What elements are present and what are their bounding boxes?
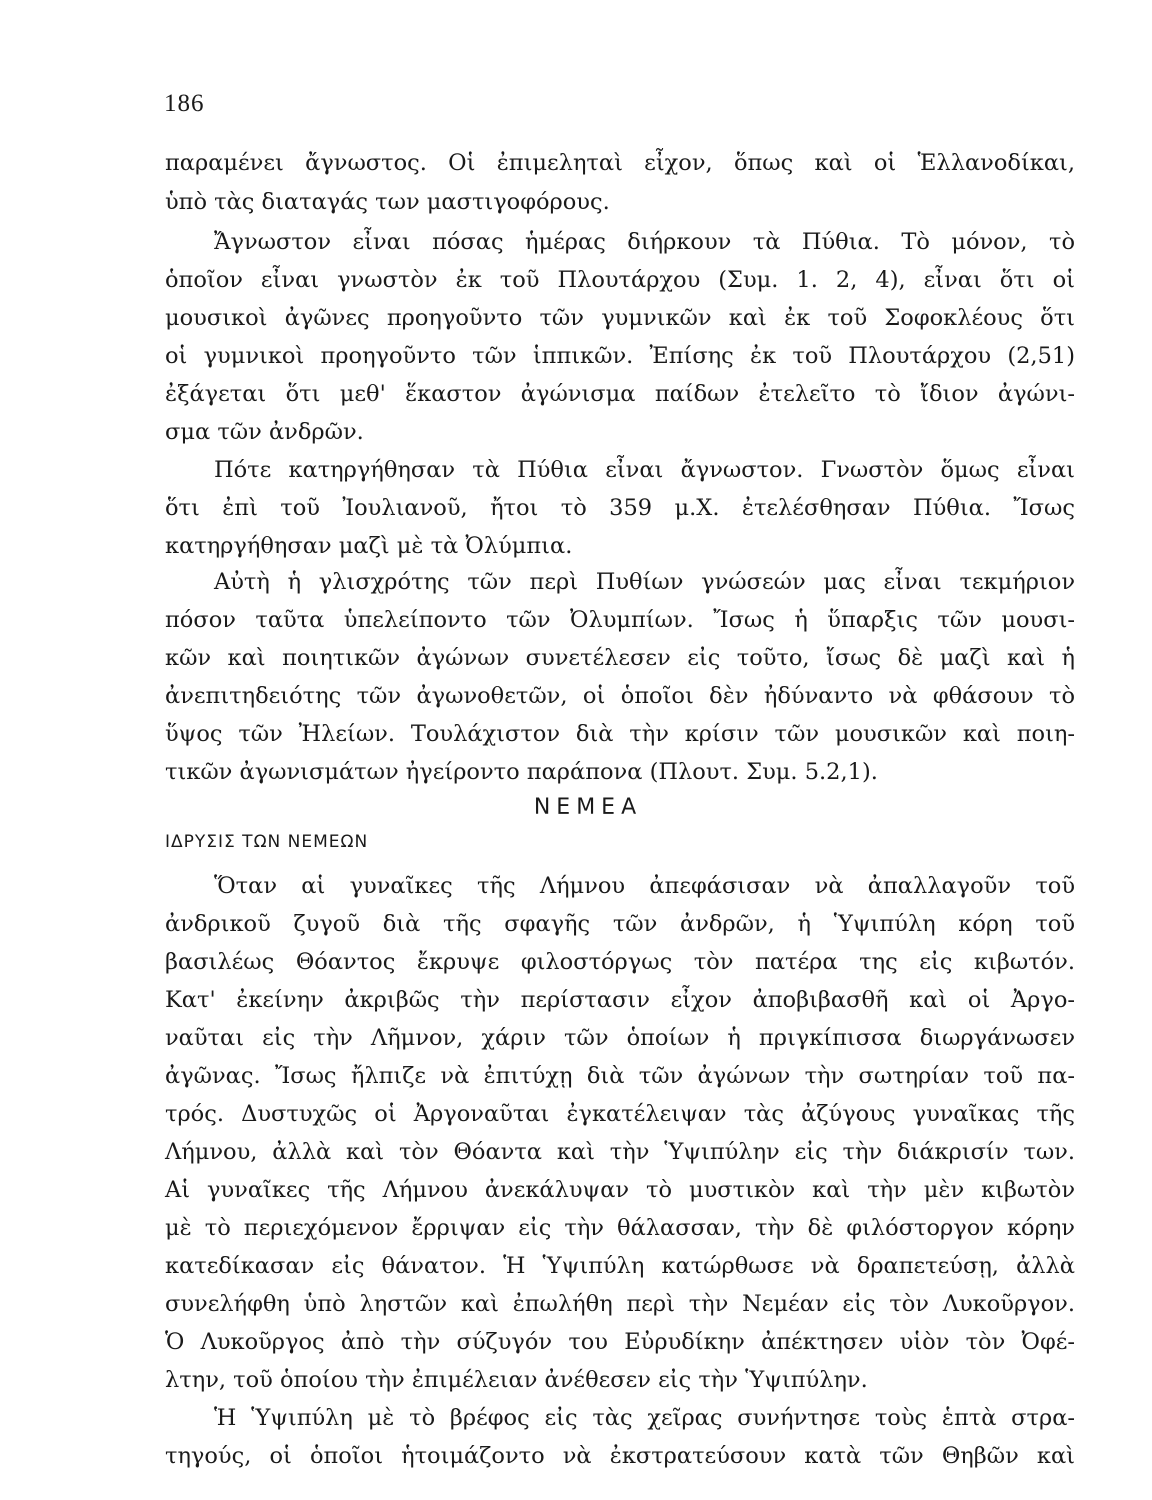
text-line: Ὅταν αἱ γυναῖκες τῆς Λήμνου ἀπεφάσισαν νὰ ἀπαλλαγοῦν τοῦ <box>214 873 1075 899</box>
text-line: ὑπὸ τὰς διαταγάς των μαστιγοφόρους. <box>165 189 610 215</box>
text-line: Κατ' ἐκείνην ἀκριβῶς τὴν περίστασιν εἶχον ἀποβιβασθῆ καὶ οἱ Ἀργο- <box>165 987 1075 1013</box>
text-line: ἀνδρικοῦ ζυγοῦ διὰ τῆς σφαγῆς τῶν ἀνδρῶν, ἡ Ὑψιπύλη κόρη τοῦ <box>165 911 1075 937</box>
text-line: τηγούς, οἱ ὁποῖοι ἡτοιμάζοντο νὰ ἐκστρατεύσουν κατὰ τῶν Θηβῶν καὶ <box>165 1443 1075 1469</box>
text-line: ναῦται εἰς τὴν Λῆμνον, χάριν τῶν ὁποίων ἡ πριγκίπισσα διωργάνωσεν <box>165 1025 1075 1051</box>
text-line: Αἱ γυναῖκες τῆς Λήμνου ἀνεκάλυψαν τὸ μυστικὸν καὶ τὴν μὲν κιβωτὸν <box>165 1177 1075 1203</box>
text-line: κατηργήθησαν μαζὶ μὲ τὰ Ὀλύμπια. <box>165 533 573 559</box>
text-line: Ἡ Ὑψιπύλη μὲ τὸ βρέφος εἰς τὰς χεῖρας συνήντησε τοὺς ἑπτὰ στρα- <box>214 1405 1075 1431</box>
text-line: ἀνεπιτηδειότης τῶν ἀγωνοθετῶν, οἱ ὁποῖοι δὲν ἠδύναντο νὰ φθάσουν τὸ <box>165 683 1075 709</box>
text-line: ὅτι ἐπὶ τοῦ Ἰουλιανοῦ, ἤτοι τὸ 359 μ.Χ. ἐτελέσθησαν Πύθια. Ἴσως <box>165 495 1075 521</box>
text-line: ἐξάγεται ὅτι μεθ' ἕκαστον ἀγώνισμα παίδων ἐτελεῖτο τὸ ἴδιον ἀγώνι- <box>165 381 1075 407</box>
text-line: πόσον ταῦτα ὑπελείποντο τῶν Ὀλυμπίων. Ἴσως ἡ ὕπαρξις τῶν μουσι- <box>165 607 1075 633</box>
text-line: ἀγῶνας. Ἴσως ἤλπιζε νὰ ἐπιτύχῃ διὰ τῶν ἀγώνων τὴν σωτηρίαν τοῦ πα- <box>165 1063 1075 1089</box>
text-line: Ὁ Λυκοῦργος ἀπὸ τὴν σύζυγόν του Εὐρυδίκην ἀπέκτησεν υἱὸν τὸν Ὀφέ- <box>165 1329 1075 1355</box>
text-line: κατεδίκασαν εἰς θάνατον. Ἡ Ὑψιπύλη κατώρθωσε νὰ δραπετεύσῃ, ἀλλὰ <box>165 1253 1075 1279</box>
text-line: ὁποῖον εἶναι γνωστὸν ἐκ τοῦ Πλουτάρχου (Συμ. 1. 2, 4), εἶναι ὅτι οἱ <box>165 267 1075 293</box>
text-line: μουσικοὶ ἀγῶνες προηγοῦντο τῶν γυμνικῶν καὶ ἐκ τοῦ Σοφοκλέους ὅτι <box>165 305 1075 331</box>
text-line: συνελήφθη ὑπὸ ληστῶν καὶ ἐπωλήθη περὶ τὴν Νεμέαν εἰς τὸν Λυκοῦργον. <box>165 1291 1075 1317</box>
text-line: οἱ γυμνικοὶ προηγοῦντο τῶν ἱππικῶν. Ἐπίσης ἐκ τοῦ Πλουτάρχου (2,51) <box>165 343 1075 369</box>
text-line: Πότε κατηργήθησαν τὰ Πύθια εἶναι ἄγνωστον. Γνωστὸν ὅμως εἶναι <box>214 457 1075 483</box>
page-number: 186 <box>164 90 205 117</box>
text-line: παραμένει ἄγνωστος. Οἱ ἐπιμεληταὶ εἶχον, ὅπως καὶ οἱ Ἑλλανοδίκαι, <box>165 150 1075 176</box>
text-line: ὕψος τῶν Ἠλείων. Τουλάχιστον διὰ τὴν κρίσιν τῶν μουσικῶν καὶ ποιη- <box>165 721 1075 747</box>
text-line: Ἄγνωστον εἶναι πόσας ἡμέρας διήρκουν τὰ Πύθια. Τὸ μόνον, τὸ <box>214 229 1075 255</box>
text-line: λτην, τοῦ ὁποίου τὴν ἐπιμέλειαν ἀνέθεσεν εἰς τὴν Ὑψιπύλην. <box>165 1367 868 1393</box>
section-title: ΝΕΜΕΑ <box>533 795 643 820</box>
text-line: βασιλέως Θόαντος ἔκρυψε φιλοστόργως τὸν πατέρα της εἰς κιβωτόν. <box>165 949 1075 975</box>
text-line: κῶν καὶ ποιητικῶν ἀγώνων συνετέλεσεν εἰς τοῦτο, ἴσως δὲ μαζὶ καὶ ἡ <box>165 645 1075 671</box>
text-line: μὲ τὸ περιεχόμενον ἔρριψαν εἰς τὴν θάλασσαν, τὴν δὲ φιλόστοργον κόρην <box>165 1215 1075 1241</box>
subsection-title: ΙΔΡΥΣΙΣ ΤΩΝ ΝΕΜΕΩΝ <box>165 832 369 852</box>
text-line: Λήμνου, ἀλλὰ καὶ τὸν Θόαντα καὶ τὴν Ὑψιπύλην εἰς τὴν διάκρισίν των. <box>165 1139 1075 1165</box>
text-line: τρός. Δυστυχῶς οἱ Ἀργοναῦται ἐγκατέλειψαν τὰς ἀζύγους γυναῖκας τῆς <box>165 1101 1075 1127</box>
text-line: σμα τῶν ἀνδρῶν. <box>165 419 364 445</box>
text-line: Αὐτὴ ἡ γλισχρότης τῶν περὶ Πυθίων γνώσεών μας εἶναι τεκμήριον <box>214 569 1075 595</box>
text-line: τικῶν ἀγωνισμάτων ἠγείροντο παράπονα (Πλουτ. Συμ. 5.2,1). <box>165 759 878 785</box>
